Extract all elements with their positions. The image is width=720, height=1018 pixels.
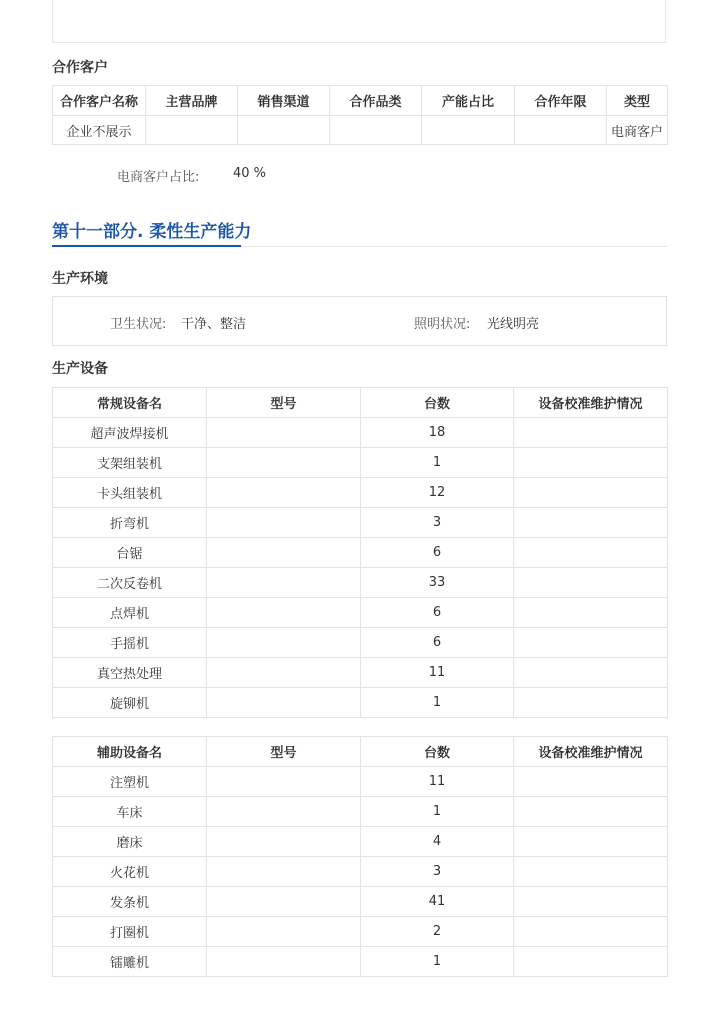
table-row <box>53 947 668 977</box>
equipment-count: 1 <box>361 797 514 827</box>
equipment-name: 真空热处理 <box>53 658 207 688</box>
column-header: 台数 <box>361 737 514 767</box>
equipment-maintenance <box>514 508 668 538</box>
equipment-name: 折弯机 <box>53 508 207 538</box>
column-header: 产能占比 <box>422 86 515 116</box>
equipment-model <box>207 478 361 508</box>
column-header: 台数 <box>361 388 514 418</box>
equipment-model <box>207 688 361 718</box>
table-row <box>53 538 668 568</box>
equipment-count: 11 <box>361 767 514 797</box>
column-header: 合作年限 <box>515 86 607 116</box>
equipment-model <box>207 598 361 628</box>
table-row <box>53 598 668 628</box>
equipment-model <box>207 797 361 827</box>
equipment-maintenance <box>514 598 668 628</box>
equipment-count: 11 <box>361 658 514 688</box>
equipment-count: 1 <box>361 947 514 977</box>
table-row <box>53 688 668 718</box>
equipment-name: 旋铆机 <box>53 688 207 718</box>
equipment-maintenance <box>514 478 668 508</box>
table-row <box>53 887 668 917</box>
table-row <box>53 478 668 508</box>
equipment-name: 点焊机 <box>53 598 207 628</box>
table-row <box>53 767 668 797</box>
customers-heading: 合作客户 <box>52 60 108 76</box>
equipment-count: 2 <box>361 917 514 947</box>
equipment-model <box>207 658 361 688</box>
previous-section-box <box>52 0 666 43</box>
equipment-model <box>207 857 361 887</box>
equipment-count: 12 <box>361 478 514 508</box>
equipment-count: 33 <box>361 568 514 598</box>
table-row <box>53 418 668 448</box>
table-row <box>53 508 668 538</box>
equipment-maintenance <box>514 658 668 688</box>
customers-table <box>52 85 668 145</box>
table-row <box>53 568 668 598</box>
ecommerce-share-label: 电商客户占比: <box>117 170 200 185</box>
table-cell <box>238 116 330 145</box>
column-header: 合作品类 <box>330 86 422 116</box>
column-header: 类型 <box>607 86 668 116</box>
equipment-model <box>207 418 361 448</box>
section-title: 第十一部分. 柔性生产能力 <box>52 222 252 242</box>
equipment-count: 6 <box>361 598 514 628</box>
table-cell <box>330 116 422 145</box>
equipment-count: 3 <box>361 508 514 538</box>
equipment-count: 18 <box>361 418 514 448</box>
equipment-maintenance <box>514 827 668 857</box>
equipment-name: 打圈机 <box>53 917 207 947</box>
table-row <box>53 917 668 947</box>
equipment-name: 台锯 <box>53 538 207 568</box>
equipment-model <box>207 947 361 977</box>
column-header: 合作客户名称 <box>53 86 146 116</box>
equipment-name: 磨床 <box>53 827 207 857</box>
equipment-count: 3 <box>361 857 514 887</box>
equipment-maintenance <box>514 857 668 887</box>
equipment-maintenance <box>514 568 668 598</box>
regular-equipment-table <box>52 387 668 718</box>
equipment-count: 1 <box>361 448 514 478</box>
equipment-model <box>207 448 361 478</box>
equipment-model <box>207 628 361 658</box>
equipment-maintenance <box>514 887 668 917</box>
equipment-model <box>207 508 361 538</box>
column-header: 型号 <box>207 388 361 418</box>
equipment-count: 4 <box>361 827 514 857</box>
table-cell <box>146 116 238 145</box>
table-row <box>53 448 668 478</box>
equipment-model <box>207 887 361 917</box>
table-cell <box>515 116 607 145</box>
equipment-model <box>207 568 361 598</box>
equipment-name: 超声波焊接机 <box>53 418 207 448</box>
equipment-maintenance <box>514 947 668 977</box>
equipment-model <box>207 917 361 947</box>
table-row <box>53 827 668 857</box>
equipment-maintenance <box>514 917 668 947</box>
section-title-underline <box>52 245 241 247</box>
equipment-name: 注塑机 <box>53 767 207 797</box>
lighting-label: 照明状况: <box>414 317 471 332</box>
equipment-maintenance <box>514 797 668 827</box>
column-header: 设备校准维护情况 <box>514 388 668 418</box>
equipment-name: 发条机 <box>53 887 207 917</box>
customers-header-row <box>53 86 668 116</box>
equipment-heading: 生产设备 <box>52 361 108 377</box>
column-header: 设备校准维护情况 <box>514 737 668 767</box>
equipment-count: 6 <box>361 628 514 658</box>
table-cell: 电商客户 <box>607 116 668 145</box>
table-cell <box>422 116 515 145</box>
regular-equipment-header-row <box>53 388 668 418</box>
equipment-name: 卡头组装机 <box>53 478 207 508</box>
table-row <box>53 857 668 887</box>
column-header: 常规设备名 <box>53 388 207 418</box>
hygiene-value: 干净、整洁 <box>181 317 247 332</box>
column-header: 销售渠道 <box>238 86 330 116</box>
auxiliary-equipment-header-row <box>53 737 668 767</box>
column-header: 主营品牌 <box>146 86 238 116</box>
environment-heading: 生产环境 <box>52 271 108 287</box>
equipment-model <box>207 538 361 568</box>
table-row <box>53 797 668 827</box>
table-row <box>53 116 668 145</box>
equipment-maintenance <box>514 418 668 448</box>
table-row <box>53 628 668 658</box>
ecommerce-share-value: 40 % <box>233 166 267 181</box>
auxiliary-equipment-table <box>52 736 668 977</box>
equipment-name: 手摇机 <box>53 628 207 658</box>
equipment-name: 火花机 <box>53 857 207 887</box>
table-row <box>53 658 668 688</box>
equipment-count: 41 <box>361 887 514 917</box>
equipment-name: 二次反卷机 <box>53 568 207 598</box>
equipment-model <box>207 767 361 797</box>
equipment-maintenance <box>514 628 668 658</box>
equipment-name: 车床 <box>53 797 207 827</box>
lighting-value: 光线明亮 <box>487 317 540 332</box>
equipment-maintenance <box>514 448 668 478</box>
column-header: 辅助设备名 <box>53 737 207 767</box>
column-header: 型号 <box>207 737 361 767</box>
table-cell: 企业不展示 <box>53 116 146 145</box>
equipment-name: 镭雕机 <box>53 947 207 977</box>
hygiene-label: 卫生状况: <box>110 317 167 332</box>
equipment-maintenance <box>514 538 668 568</box>
equipment-count: 6 <box>361 538 514 568</box>
equipment-count: 1 <box>361 688 514 718</box>
equipment-maintenance <box>514 688 668 718</box>
equipment-name: 支架组装机 <box>53 448 207 478</box>
equipment-model <box>207 827 361 857</box>
equipment-maintenance <box>514 767 668 797</box>
